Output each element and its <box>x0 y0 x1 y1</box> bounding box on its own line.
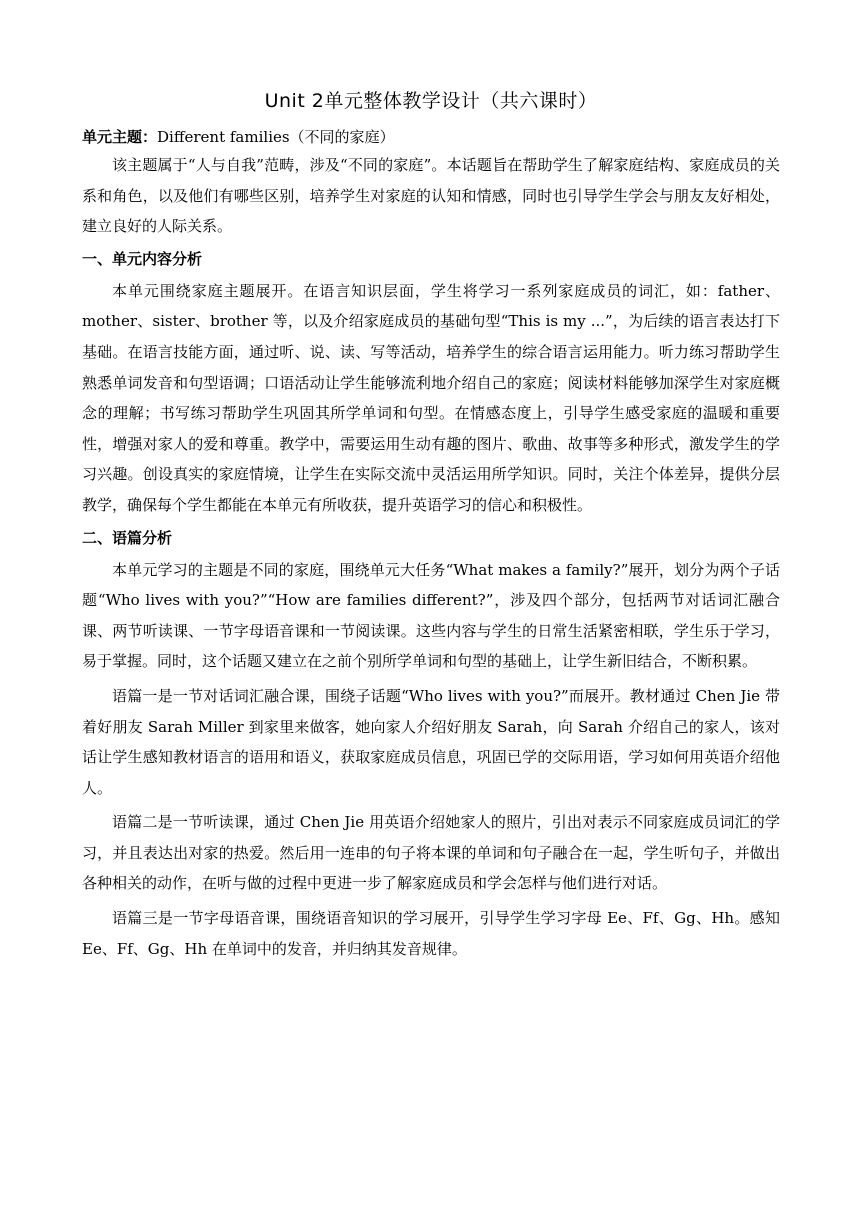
unit-theme-value: Different families（不同的家庭） <box>157 128 395 146</box>
document-title: Unit 2单元整体教学设计（共六课时） <box>264 90 598 112</box>
section-heading-content-analysis: 一、单元内容分析 <box>82 249 203 268</box>
intro-paragraph: 该主题属于“人与自我”范畴，涉及“不同的家庭”。本话题旨在帮助学生了解家庭结构、家庭成员的关系和角色，以及他们有哪些区别，培养学生对家庭的认知和情感，同时也引导学生学会与朋友友好相处，建立良好的人际关系。 <box>82 156 780 236</box>
document-page <box>82 86 780 964</box>
unit-theme-label: 单元主题： <box>82 128 158 146</box>
discourse-paragraph-1: 本单元学习的主题是不同的家庭，围绕单元大任务“What makes a family?”展开，划分为两个子话题“Who lives with you?”“How are families different?”，涉及四个部分，包括两节对话词汇融合课、两节听读课、一节字母语音课和一节阅读课。这些内容与学生的日常生活紧密相联，学生乐于学习，易于掌握。同时，这个话题又建立在之前个别所学单词和句型的基础上，让学生新旧结合，不断积累。 <box>82 560 780 671</box>
discourse-paragraph-2: 语篇一是一节对话词汇融合课，围绕子话题“Who lives with you?”而展开。教材通过 Chen Jie 带着好朋友 Sarah Miller 到家里来做客，她向家人介绍好朋友 Sarah，向 Sarah 介绍自己的家人，该对话让学生感知教材语言的语用和语义，获取家庭成员信息，巩固已学的交际用语，学习如何用英语介绍他人。 <box>82 686 780 797</box>
discourse-paragraph-4: 语篇三是一节字母语音课，围绕语音知识的学习展开，引导学生学习字母 Ee、Ff、Gg、Hh。感知 Ee、Ff、Gg、Hh 在单词中的发音，并归纳其发音规律。 <box>82 909 780 958</box>
unit-theme <box>82 124 780 150</box>
content-analysis-paragraph: 本单元围绕家庭主题展开。在语言知识层面，学生将学习一系列家庭成员的词汇，如：father、mother、sister、brother 等，以及介绍家庭成员的基础句型“This is my ...”，为后续的语言表达打下基础。在语言技能方面，通过听、说、读、写等活动，培养学生的综合语言运用能力。听力练习帮助学生熟悉单词发音和句型语调；口语活动让学生能够流利地介绍自己的家庭；阅读材料能够加深学生对家庭概念的理解；书写练习帮助学生巩固其所学单词和句型。在情感态度上，引导学生感受家庭的温暖和重要性，增强对家人的爱和尊重。教学中，需要运用生动有趣的图片、歌曲、故事等多种形式，激发学生的学习兴趣。创设真实的家庭情境，让学生在实际交流中灵活运用所学知识。同时，关注个体差异，提供分层教学，确保每个学生都能在本单元有所收获，提升英语学习的信心和积极性。 <box>82 281 780 514</box>
section-heading-discourse-analysis: 二、语篇分析 <box>82 528 173 547</box>
discourse-paragraph-3: 语篇二是一节听读课，通过 Chen Jie 用英语介绍她家人的照片，引出对表示不同家庭成员词汇的学习，并且表达出对家的热爱。然后用一连串的句子将本课的单词和句子融合在一起，学生听句子，并做出各种相关的动作，在听与做的过程中更进一步了解家庭成员和学会怎样与他们进行对话。 <box>82 813 780 893</box>
